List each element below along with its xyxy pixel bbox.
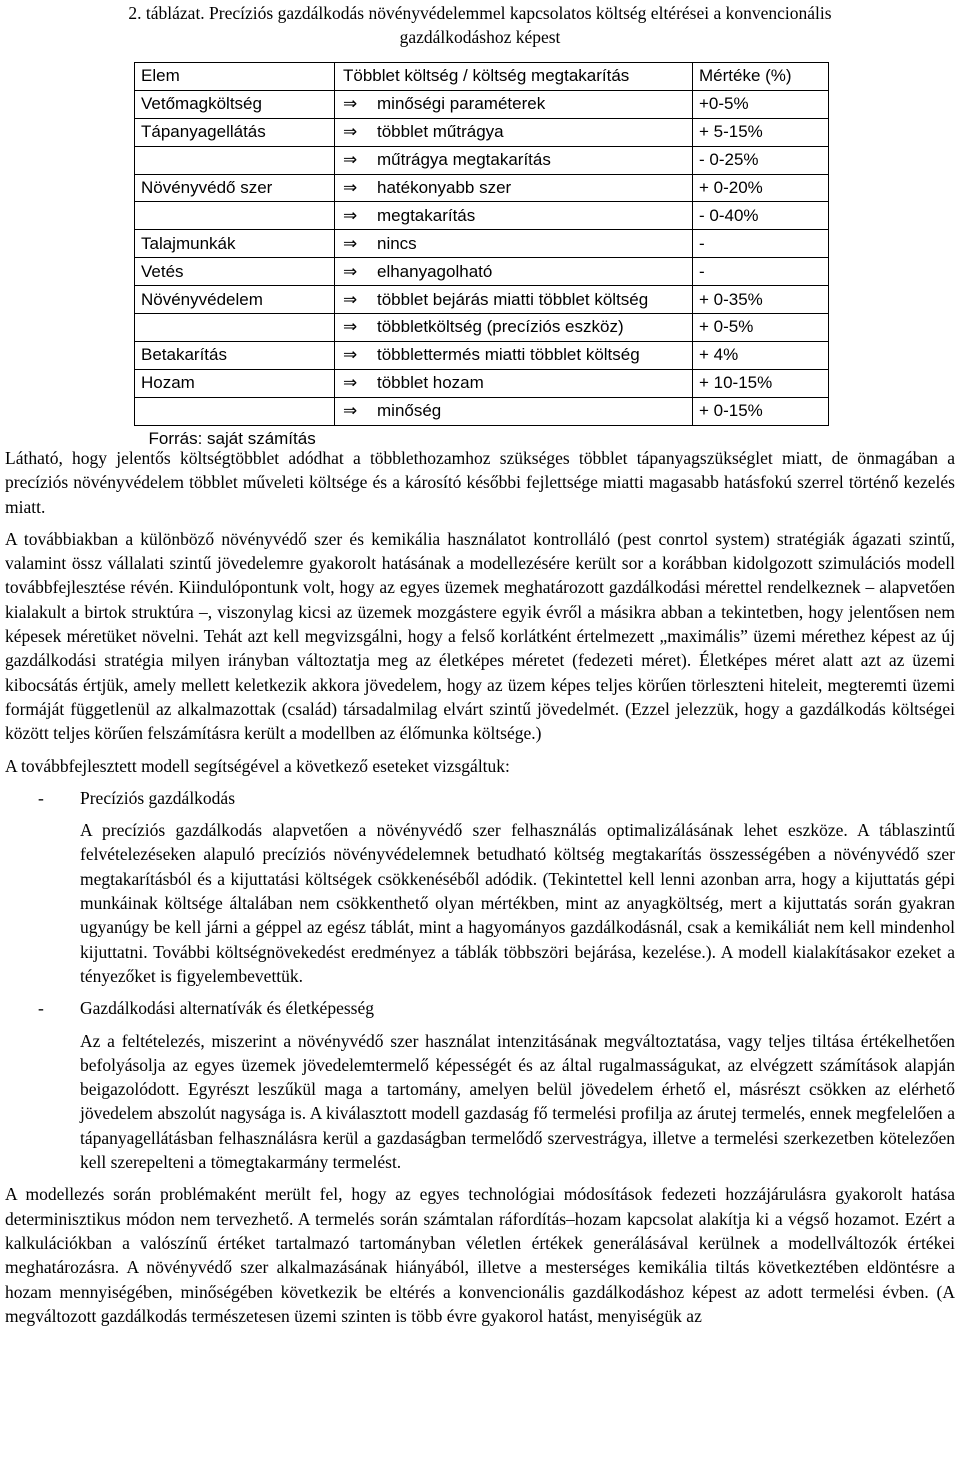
table-row — [135, 202, 829, 230]
table-header-row — [135, 63, 829, 91]
implies-arrow-icon: ⇒ — [343, 401, 358, 422]
table-row — [135, 230, 829, 258]
cell-value: + 0-15% — [693, 397, 829, 425]
header-rate: Mértéke (%) — [693, 63, 829, 91]
cell-value: + 4% — [693, 341, 829, 369]
cell-elem: Hozam — [135, 369, 335, 397]
cell-desc-text: többlet bejárás miatti többlet költség — [377, 289, 649, 309]
implies-arrow-icon: ⇒ — [343, 373, 358, 394]
bullet-2-title — [5, 996, 955, 1020]
implies-arrow-icon: ⇒ — [343, 261, 358, 282]
cell-desc — [335, 174, 693, 202]
cell-desc-text: műtrágya megtakarítás — [377, 150, 551, 170]
header-elem: Elem — [135, 63, 335, 91]
implies-arrow-icon: ⇒ — [343, 345, 358, 366]
cell-value: + 5-15% — [693, 118, 829, 146]
cell-desc-text: nincs — [377, 233, 417, 253]
cell-desc — [335, 146, 693, 174]
cell-desc — [335, 118, 693, 146]
implies-arrow-icon: ⇒ — [343, 122, 358, 143]
table-row — [135, 314, 829, 342]
cell-elem — [135, 146, 335, 174]
cell-value: - 0-40% — [693, 202, 829, 230]
bullet-1-title — [5, 786, 955, 810]
cell-elem: Betakarítás — [135, 341, 335, 369]
implies-arrow-icon: ⇒ — [343, 150, 358, 171]
table-row — [135, 174, 829, 202]
paragraph-3: A továbbfejlesztett modell segítségével a következő eseteket vizsgáltuk: — [5, 755, 510, 776]
implies-arrow-icon: ⇒ — [343, 205, 358, 226]
bullet-dash: - — [38, 998, 44, 1019]
bullet-2-title-text: Gazdálkodási alternatívák és életképesség — [80, 998, 374, 1019]
paragraph-2: A továbbiakban a különböző növényvédő szer és kemikália használatot kontrolláló (pest conrtol system) stratégiák ágazati szintű, valamint össz vállalati szintű jövedelemre gyakorolt hatásának a modellezésére került sor a korábban kidolgozott szimulációs modell továbbfejlesztése révén. Kiindulópontunk volt, hogy az egyes üzemek meghatározott gazdálkodási mérettel rendelkeznek – alapvetően kialakult a birtok struktúra –, viszonylag kicsi az üzemek mozgástere egyik évről a másikra abban a tekintetben, hogy jelentősen nem képesek méretüket növelni. Tehát azt kell megvizsgálni, hogy a felső korlátként értelmezett „maximális” üzemi mérethez képest az új gazdálkodási stratégia milyen irányban változtatja meg az életképes méretet (fedezeti méret). Életképes méret alatt azt az üzemi kibocsátás értjük, amely mellett keletkezik akkora jövedelem, hogy az üzem képes teljes körűen törleszteni hiteleit, megteremti üzemi formáját függetlenül az alkalmazottak (család) társadalmilag elvárt szintű jövedelmét. (Ezzel jelezzük, hogy a gazdálkodás költségei között teljes körűen felszámításra került a modellben az élőmunka költsége.) — [5, 528, 955, 744]
cell-desc-text: megtakarítás — [377, 205, 476, 225]
table-row — [135, 118, 829, 146]
cell-elem: Tápanyagellátás — [135, 118, 335, 146]
cell-desc — [335, 397, 693, 425]
cell-elem: Vetés — [135, 258, 335, 286]
cell-desc — [335, 286, 693, 314]
table-source: Forrás: saját számítás — [148, 429, 316, 449]
table-row — [135, 90, 829, 118]
implies-arrow-icon: ⇒ — [343, 289, 358, 310]
bullet-1-title-text: Precíziós gazdálkodás — [80, 787, 236, 808]
cost-table — [134, 62, 829, 452]
cell-desc-text: többletköltség (precíziós eszköz) — [377, 317, 624, 337]
bullet-2-text: Az a feltételezés, miszerint a növényvédő szer használat intenzitásának megváltoztatása, vagy teljes tiltása értékelhetően befolyásolja az egyes üzemek jövedelemtermelő képességét és az által rugalmasságukat, az elvégzett számítások alapján beigazolódott. Egyrészt leszűkül maga a tartomány, amelyen belül jövedelem érhető el, másrészt csökken az elérhető jövedelem abszolút nagysága is. A kiválasztott modell gazdaság fő termelési profilja az árutej termelés, ennek megfelelően a tápanyagellátásban felhasználásra kerül a gazdaságban termelődő szervestrágya, illetve a termelési szerkezetben kötelezően kell szerepelteni a tömegtakarmány termelést. — [80, 1030, 955, 1173]
bullet-dash: - — [38, 787, 44, 808]
cell-elem: Növényvédő szer — [135, 174, 335, 202]
paragraph-1: Látható, hogy jelentős költségtöbblet adódhat a többlethozamhoz szükséges többlet tápanyagszükséglet miatt, de önmagában a precíziós növényvédelem többlet műveleti költsége és a károsító későbbi fejlettsége miatti magasabb hatásfokú szerrel történő kezelés miatt. — [5, 448, 955, 517]
cell-desc-text: hatékonyabb szer — [377, 178, 512, 197]
cell-value: - — [693, 258, 829, 286]
paragraph-4: A modellezés során problémaként merült fel, hogy az egyes technológiai módosítások fedezeti hozzájárulásra gyakorolt hatása determinisztikus módon nem tervezhető. A termelés során számtalan ráfordítás–hozam kapcsolat alakítja ki a végső hozamot. Ezért a kalkulációkban a valószínű értéket tartalmazó tartományban véletlen értékek generálásával kerülnek a modellváltozók értékei meghatározásra. A növényvédő szer alkalmazásának hiányából, illetve a mesterséges kemikália tiltás következtében eldöntésre a hozam mennyiségében, minőségében következik be eltérés a konvencionális gazdálkodáshoz képest az adott termelési évben. (A megváltozott gazdálkodás természetesen üzemi szinten is több évre gyakorol hatást, menyiségük az — [5, 1184, 955, 1326]
cell-desc — [335, 230, 693, 258]
cell-desc — [335, 90, 693, 118]
cell-desc-text: elhanyagolható — [377, 261, 493, 281]
body-text — [5, 446, 955, 1328]
table-caption — [0, 1, 960, 49]
cell-desc — [335, 202, 693, 230]
caption-line-2: gazdálkodáshoz képest — [399, 27, 561, 47]
caption-line-1: 2. táblázat. Precíziós gazdálkodás növényvédelemmel kapcsolatos költség eltérései a konvencionális — [128, 3, 832, 23]
cell-elem: Vetőmagköltség — [135, 90, 335, 118]
table-row — [135, 286, 829, 314]
cell-desc — [335, 314, 693, 342]
table-row — [135, 258, 829, 286]
table-row — [135, 397, 829, 425]
cell-desc-text: minőségi paraméterek — [377, 94, 546, 114]
cell-elem: Talajmunkák — [135, 230, 335, 258]
cell-elem — [135, 314, 335, 342]
cell-desc-text: többlet műtrágya — [377, 122, 504, 142]
cell-desc-text: minőség — [377, 401, 442, 421]
cell-desc-text: többlettermés miatti többlet költség — [377, 345, 640, 365]
table-row — [135, 146, 829, 174]
cell-desc — [335, 341, 693, 369]
header-cost: Többlet költség / költség megtakarítás — [335, 63, 693, 91]
cell-value: + 10-15% — [693, 369, 829, 397]
cell-elem — [135, 202, 335, 230]
implies-arrow-icon: ⇒ — [343, 317, 358, 338]
cell-value: + 0-35% — [693, 286, 829, 314]
cell-value: + 0-20% — [693, 174, 829, 202]
implies-arrow-icon: ⇒ — [343, 233, 358, 254]
cell-value: + 0-5% — [693, 314, 829, 342]
cell-value: - 0-25% — [693, 146, 829, 174]
cell-value: - — [693, 230, 829, 258]
table-row — [135, 341, 829, 369]
cell-desc — [335, 369, 693, 397]
bullet-1-text: A precíziós gazdálkodás alapvetően a növényvédő szer felhasználás optimalizálásának lehet eszköze. A táblaszintű felvételezéseken alapuló precíziós növényvédelemnek betudható költség megtakarítás összességében a növényvédő szer megtakarításból és a kijuttatási költségek csökkenéséből adódik. (Tekintettel kell lenni azonban arra, hogy a kijuttatás gépi munkáinak költsége általában nem csökkenthető olyan mértékben, mint az anyagköltség, mert a kijuttatás során gyakran ugyanúgy be kell járni a géppel az egész táblát, mint a hagyományos gazdálkodásnál, csak a kemikáliát nem kell mindenhol kijuttatni. További költségnövekedést eredményez a táblák többszöri bejárása, kezelése.). A modell kialakításakor ezeket a tényezőket is figyelembevettük. — [80, 820, 955, 986]
implies-arrow-icon: ⇒ — [343, 178, 358, 198]
cell-value: +0-5% — [693, 90, 829, 118]
cell-elem: Növényvédelem — [135, 286, 335, 314]
cell-desc — [335, 258, 693, 286]
table-row — [135, 369, 829, 397]
cell-elem — [135, 397, 335, 425]
cell-desc-text: többlet hozam — [377, 373, 484, 393]
implies-arrow-icon: ⇒ — [343, 94, 358, 115]
